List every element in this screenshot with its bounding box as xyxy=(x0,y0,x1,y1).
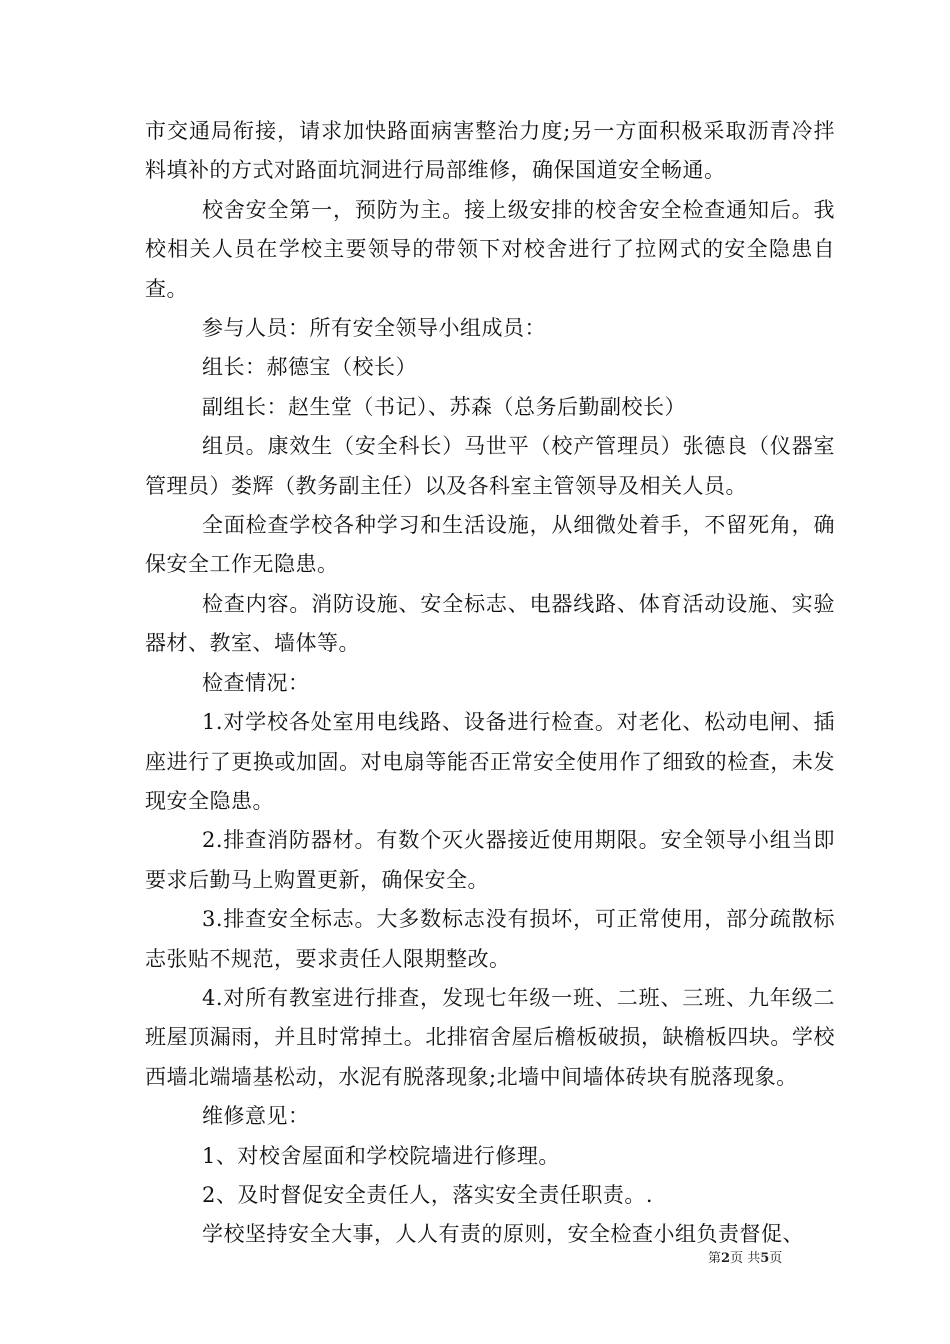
page-footer xyxy=(708,1247,782,1266)
paragraph-6: 组员。康效生（安全科长）马世平（校产管理员）张德良（仪器室管理员）娄辉（教务副主任）以及各科室主管领导及相关人员。 xyxy=(145,434,835,498)
page-total: 5 xyxy=(760,1251,770,1266)
footer-suffix: 页 xyxy=(769,1251,783,1266)
footer-prefix: 第 xyxy=(708,1251,722,1266)
paragraph-17: 学校坚持安全大事，人人有责的原则，安全检查小组负责督促、 xyxy=(202,1222,804,1247)
paragraph-2: 校舍安全第一，预防为主。接上级安排的校舍安全检查通知后。我校相关人员在学校主要领导的带领下对校舍进行了拉网式的安全隐患自查。 xyxy=(145,197,835,301)
page-number: 2 xyxy=(721,1251,731,1266)
paragraph-13: 4.对所有教室进行排查，发现七年级一班、二班、三班、九年级二班屋顶漏雨，并且时常掉土。北排宿舍屋后檐板破损，缺檐板四块。学校西墙北端墙基松动，水泥有脱落现象;北墙中间墙体砖块有脱落现象。 xyxy=(145,985,835,1089)
paragraph-4: 组长：郝德宝（校长） xyxy=(202,355,417,380)
paragraph-3: 参与人员：所有安全领导小组成员： xyxy=(202,316,546,341)
paragraph-12: 3.排查安全标志。大多数标志没有损坏，可正常使用，部分疏散标志张贴不规范，要求责任人限期整改。 xyxy=(145,907,835,971)
paragraph-16: 2、及时督促安全责任人，落实安全责任职责。. xyxy=(202,1182,654,1207)
paragraph-14: 维修意见： xyxy=(202,1104,310,1129)
paragraph-10: 1.对学校各处室用电线路、设备进行检查。对老化、松动电闸、插座进行了更换或加固。对电扇等能否正常安全使用作了细致的检查，未发现安全隐患。 xyxy=(145,710,835,813)
paragraph-7: 全面检查学校各种学习和生活设施，从细微处着手，不留死角，确保安全工作无隐患。 xyxy=(145,513,835,577)
document-body xyxy=(145,112,835,1255)
paragraph-11: 2.排查消防器材。有数个灭火器接近使用期限。安全领导小组当即要求后勤马上购置更新，确保安全。 xyxy=(145,828,835,892)
paragraph-1: 市交通局衔接，请求加快路面病害整治力度;另一方面积极采取沥青冷拌料填补的方式对路面坑洞进行局部维修，确保国道安全畅通。 xyxy=(145,119,835,183)
paragraph-5: 副组长：赵生堂（书记）、苏森（总务后勤副校长） xyxy=(202,394,686,419)
paragraph-15: 1、对校舍屋面和学校院墙进行修理。 xyxy=(202,1143,560,1168)
footer-middle: 页 共 xyxy=(730,1251,761,1266)
paragraph-8: 检查内容。消防设施、安全标志、电器线路、体育活动设施、实验器材、教室、墙体等。 xyxy=(145,591,835,656)
paragraph-9: 检查情况： xyxy=(202,670,310,695)
